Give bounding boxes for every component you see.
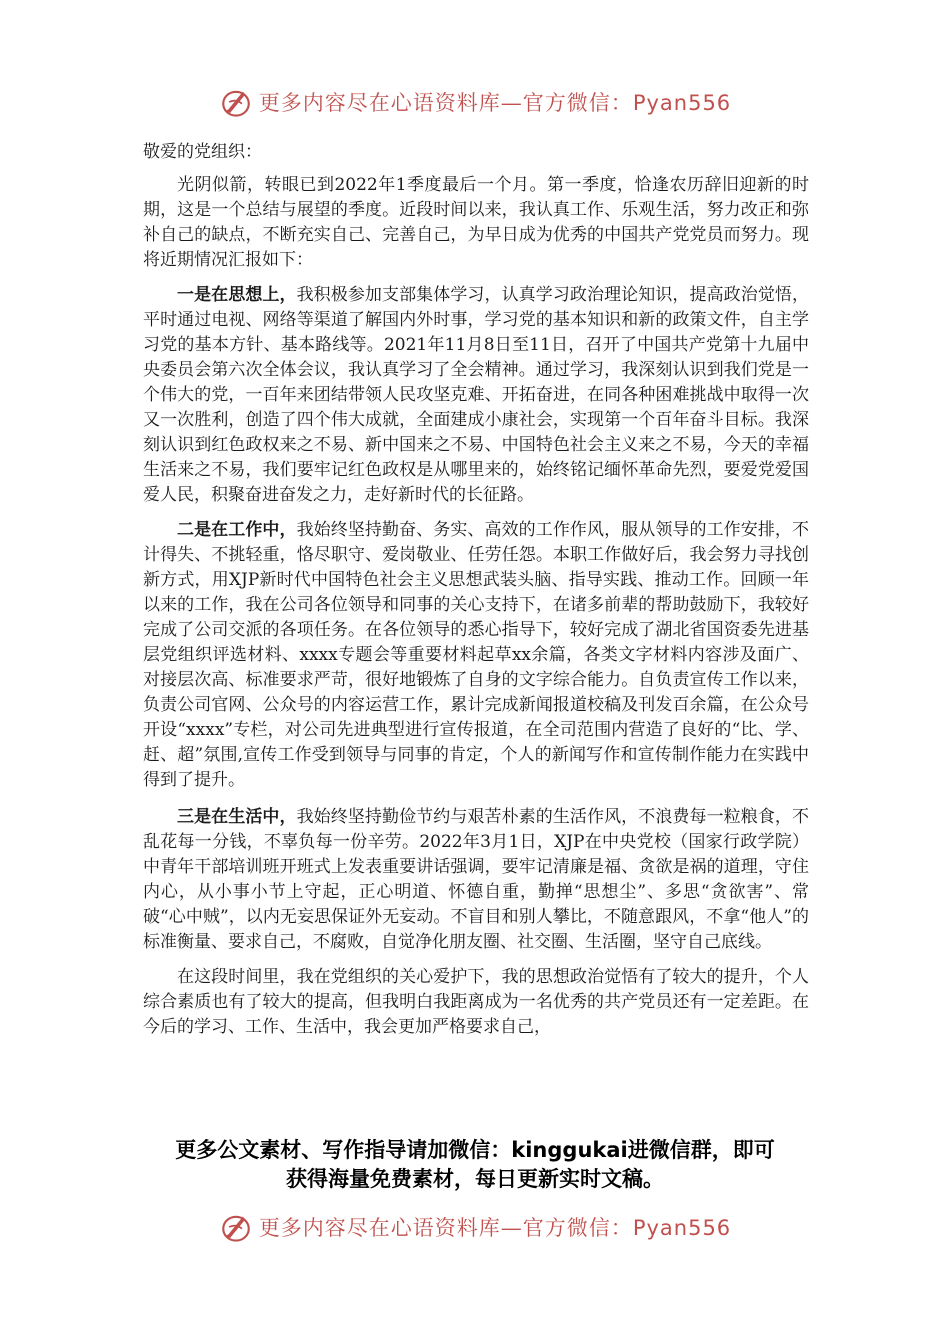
- pen-scroll-logo-icon: [219, 1210, 253, 1244]
- section-thought-body: 我积极参加支部集体学习，认真学习政治理论知识，提高政治觉悟，平时通过电视、网络等渠道了解国内外时事，学习党的基本知识和新的政策文件，自主学习党的基本方针、基本路线等。2021年11月8日至11日，召开了中国共产党第十九届中央委员会第六次全体会议，我认真学习了全会精神。通过学习，我深刻认识到我们党是一个伟大的党，一百年来团结带领人民攻坚克难、开拓奋进，在同各种困难挑战中取得一次又一次胜利，创造了四个伟大成就，全面建成小康社会，实现第一个百年奋斗目标。我深刻认识到红色政权来之不易、新中国来之不易、中国特色社会主义来之不易，今天的幸福生活来之不易，我们要牢记红色政权是从哪里来的，始终铭记缅怀革命先烈，要爱党爱国爱人民，积聚奋进奋发之力，走好新时代的长征路。: [143, 285, 810, 505]
- section-life: [143, 805, 809, 955]
- section-work: [143, 518, 809, 793]
- header-banner-text: [259, 87, 731, 117]
- header-banner: [0, 82, 950, 122]
- letter-intro: 光阴似箭，转眼已到2022年1季度最后一个月。第一季度，恰逢农历辞旧迎新的时期，这是一个总结与展望的季度。近段时间以来，我认真工作、乐观生活，努力改正和弥补自己的缺点，不断充实自己、完善自己，为早日成为优秀的中国共产党党员而努力。现将近期情况汇报如下：: [143, 175, 809, 270]
- promo-line-1: 更多公文素材、写作指导请加微信：kinggukai进微信群，即可: [175, 1138, 775, 1162]
- section-work-lead: 二是在工作中，: [177, 520, 297, 540]
- header-banner-wechat: Pyan556: [632, 91, 732, 115]
- section-life-lead: 三是在生活中，: [177, 807, 297, 827]
- header-banner-label: 更多内容尽在心语资料库—官方微信：: [258, 91, 633, 115]
- letter-closing: 在这段时间里，我在党组织的关心爱护下，我的思想政治觉悟有了较大的提升，个人综合素质也有了较大的提高，但我明白我距离成为一名优秀的共产党员还有一定差距。在今后的学习、工作、生活中，我会更加严格要求自己，: [143, 967, 809, 1037]
- letter-body: [143, 140, 809, 1040]
- footer-banner-text: [259, 1212, 731, 1242]
- section-thought: [143, 283, 809, 508]
- footer-banner-wechat: Pyan556: [632, 1216, 732, 1240]
- letter-salutation: 敬爱的党组织：: [143, 142, 262, 162]
- promo-line-2: 获得海量免费素材，每日更新实时文稿。: [286, 1167, 664, 1191]
- footer-banner-inner: [219, 1210, 731, 1244]
- pen-scroll-logo-icon: [219, 85, 253, 119]
- footer-banner-label: 更多内容尽在心语资料库—官方微信：: [258, 1216, 633, 1240]
- section-thought-lead: 一是在思想上，: [177, 285, 297, 305]
- header-banner-inner: [219, 85, 731, 119]
- promo-block: [100, 1136, 850, 1194]
- footer-banner: [0, 1207, 950, 1247]
- section-life-body: 我始终坚持勤俭节约与艰苦朴素的生活作风，不浪费每一粒粮食，不乱花每一分钱，不辜负每一份辛劳。2022年3月1日，XJP在中央党校（国家行政学院）中青年干部培训班开班式上发表重要讲话强调，要牢记清廉是福、贪欲是祸的道理，守住内心，从小事小节上守起，正心明道、怀德自重，勤掸“思想尘”、多思“贪欲害”、常破“心中贼”，以内无妄思保证外无妄动。不盲目和别人攀比，不随意跟风，不拿“他人”的标准衡量、要求自己，不腐败，自觉净化朋友圈、社交圈、生活圈，坚守自己底线。: [143, 807, 810, 952]
- section-work-body: 我始终坚持勤奋、务实、高效的工作作风，服从领导的工作安排，不计得失、不挑轻重，恪尽职守、爱岗敬业、任劳任怨。本职工作做好后，我会努力寻找创新方式，用XJP新时代中国特色社会主义思想武装头脑、指导实践、推动工作。回顾一年以来的工作，我在公司各位领导和同事的关心支持下，在诸多前辈的帮助鼓励下，我较好完成了公司交派的各项任务。在各位领导的悉心指导下，较好完成了湖北省国资委先进基层党组织评选材料、xxxx专题会等重要材料起草xx余篇，各类文字材料内容涉及面广、对接层次高、标准要求严苛，很好地锻炼了自身的文字综合能力。自负责宣传工作以来，负责公司官网、公众号的内容运营工作，累计完成新闻报道校稿及刊发百余篇，在公众号开设“xxxx”专栏，对公司先进典型进行宣传报道，在全司范围内营造了良好的“比、学、赶、超”氛围,宣传工作受到领导与同事的肯定，个人的新闻写作和宣传制作能力在实践中得到了提升。: [143, 520, 810, 790]
